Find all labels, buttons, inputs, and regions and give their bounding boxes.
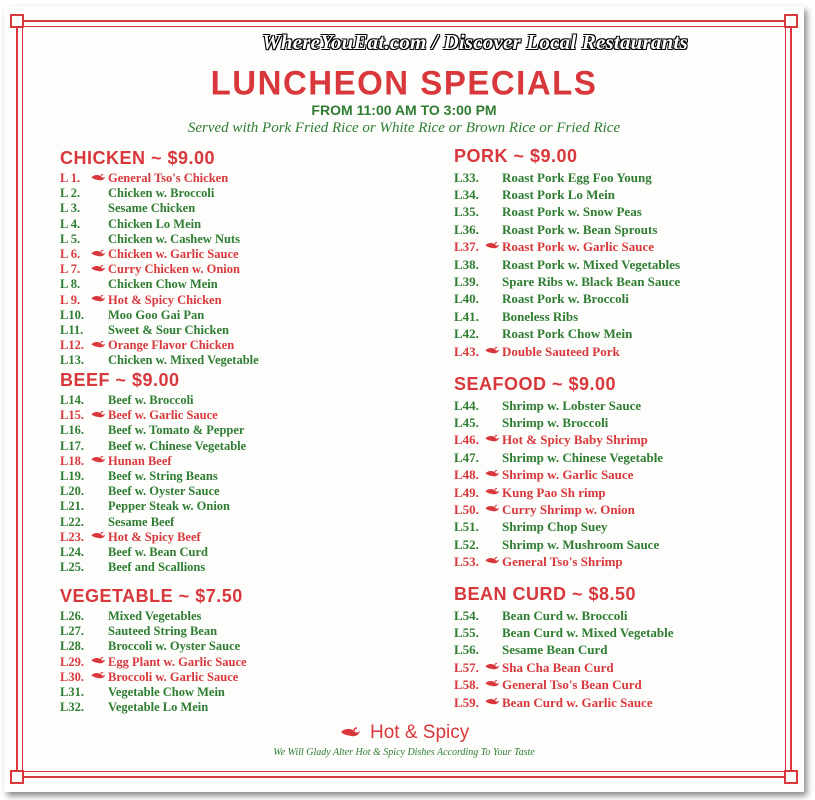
- item-name: Hot & Spicy Chicken: [108, 292, 222, 307]
- item-name: Sha Cha Bean Curd: [502, 659, 614, 675]
- menu-item: [454, 308, 680, 325]
- menu-item: [60, 277, 259, 292]
- item-code: L36.: [454, 221, 479, 237]
- item-code: L55.: [454, 625, 479, 641]
- item-code: L 6.: [60, 247, 81, 262]
- item-name: Roast Pork w. Garlic Sauce: [502, 239, 655, 255]
- menu-item: [454, 554, 663, 571]
- section-heading: PORK ~ $9.00: [454, 146, 578, 166]
- chili-pepper-icon: [339, 722, 370, 743]
- item-name: Chicken w. Broccoli: [108, 186, 215, 201]
- item-name: Vegetable Chow Mein: [108, 685, 225, 700]
- menu-item: [454, 343, 680, 360]
- section-seafood: [454, 374, 663, 571]
- menu-item: [454, 256, 680, 273]
- item-name: Chicken w. Garlic Sauce: [108, 247, 239, 262]
- item-name: Bean Curd w. Broccoli: [502, 607, 628, 623]
- item-code: L26.: [60, 609, 84, 624]
- item-code: L42.: [454, 326, 479, 342]
- menu-item: [454, 186, 680, 203]
- item-name: Bean Curd w. Mixed Vegetable: [502, 625, 674, 641]
- spicy-legend: [4, 722, 804, 744]
- menu-item: [60, 393, 246, 408]
- item-code: L31.: [60, 685, 84, 700]
- item-name: Chicken Chow Mein: [108, 277, 218, 292]
- item-name: Hot & Spicy Baby Shrimp: [502, 432, 648, 448]
- section-bean-curd: [454, 584, 674, 711]
- menu-item: [454, 659, 674, 676]
- item-code: L41.: [454, 308, 479, 324]
- menu-item: [454, 607, 674, 624]
- menu-item: [60, 499, 246, 514]
- item-name: Orange Flavor Chicken: [108, 338, 235, 353]
- item-code: L45.: [454, 415, 479, 431]
- section-heading: CHICKEN ~ $9.00: [60, 148, 216, 168]
- section-heading: SEAFOOD ~ $9.00: [454, 374, 617, 394]
- menu-item: [454, 467, 663, 484]
- item-code: L51.: [454, 519, 479, 535]
- item-name: Beef w. Broccoli: [108, 393, 194, 408]
- item-code: L33.: [454, 169, 479, 185]
- item-code: L46.: [454, 432, 479, 448]
- item-code: L11.: [60, 322, 84, 337]
- menu-item: [60, 338, 259, 353]
- menu-item: [454, 397, 663, 414]
- menu-item: [454, 677, 674, 694]
- item-code: L 5.: [60, 231, 81, 246]
- legend-label: Hot & Spicy: [370, 722, 470, 743]
- menu-item: [454, 204, 680, 221]
- item-code: L54.: [454, 607, 479, 623]
- section-heading: VEGETABLE ~ $7.50: [60, 586, 243, 606]
- item-name: Beef w. Garlic Sauce: [108, 408, 218, 423]
- menu-item: [60, 624, 247, 639]
- corner-ornament: [784, 770, 798, 784]
- item-name: Beef w. Tomato & Pepper: [108, 423, 245, 438]
- lunch-hours: FROM 11:00 AM TO 3:00 PM: [311, 102, 497, 118]
- menu-item: [60, 469, 246, 484]
- section-beef: [60, 370, 246, 575]
- menu-item: [454, 449, 663, 466]
- item-code: L44.: [454, 397, 479, 413]
- item-code: L17.: [60, 438, 84, 453]
- item-code: L38.: [454, 256, 479, 272]
- item-name: Sauteed String Bean: [108, 624, 218, 639]
- menu-item: [454, 484, 663, 501]
- item-code: L21.: [60, 499, 84, 514]
- menu-item: [60, 655, 247, 670]
- item-code: L29.: [60, 654, 84, 669]
- item-code: L49.: [454, 484, 479, 500]
- item-name: Beef w. Chinese Vegetable: [108, 438, 247, 453]
- item-code: L48.: [454, 467, 479, 483]
- item-code: L56.: [454, 642, 479, 658]
- item-name: Shrimp w. Chinese Vegetable: [502, 449, 664, 465]
- item-code: L57.: [454, 659, 479, 675]
- menu-item: [60, 217, 259, 232]
- menu-item: [454, 239, 680, 256]
- item-name: General Tso's Bean Curd: [502, 677, 642, 693]
- menu-item: [454, 221, 680, 238]
- section-pork: [454, 146, 680, 360]
- menu-item: [454, 519, 663, 536]
- menu-item: [60, 308, 259, 323]
- item-code: L52.: [454, 536, 479, 552]
- item-code: L25.: [60, 560, 84, 575]
- item-code: L18.: [60, 453, 84, 468]
- menu-item: [60, 515, 246, 530]
- item-name: Chicken w. Mixed Vegetable: [108, 353, 259, 368]
- menu-item: [60, 323, 259, 338]
- item-code: L53.: [454, 554, 479, 570]
- item-name: Mixed Vegetables: [108, 609, 202, 624]
- corner-ornament: [10, 14, 24, 28]
- item-code: L24.: [60, 544, 84, 559]
- item-code: L30.: [60, 669, 84, 684]
- item-code: L13.: [60, 353, 84, 368]
- section-vegetable: [60, 586, 247, 715]
- item-name: Shrimp w. Mushroom Sauce: [502, 536, 660, 552]
- menu-item: [60, 700, 247, 715]
- item-code: L14.: [60, 393, 84, 408]
- item-code: L37.: [454, 239, 479, 255]
- item-name: Chicken Lo Mein: [108, 216, 202, 231]
- menu-item: [454, 169, 680, 186]
- item-code: L47.: [454, 449, 479, 465]
- item-name: Curry Chicken w. Onion: [108, 262, 240, 277]
- menu-item: [454, 536, 663, 553]
- item-name: Hot & Spicy Beef: [108, 529, 201, 544]
- menu-item: [454, 273, 680, 290]
- menu-item: [454, 291, 680, 308]
- item-name: Shrimp w. Broccoli: [502, 415, 609, 431]
- corner-ornament: [784, 14, 798, 28]
- item-name: Chicken w. Cashew Nuts: [108, 231, 240, 246]
- item-name: Double Sauteed Pork: [502, 343, 620, 359]
- item-code: L 3.: [60, 201, 81, 216]
- alter-spice-note: We Will Glady Alter Hot & Spicy Dishes According To Your Taste: [273, 747, 535, 758]
- section-heading: BEEF ~ $9.00: [60, 370, 180, 390]
- section-heading: BEAN CURD ~ $8.50: [454, 584, 637, 604]
- item-name: Shrimp w. Lobster Sauce: [502, 397, 642, 413]
- menu-item: [60, 247, 259, 262]
- item-name: Beef and Scallions: [108, 560, 206, 575]
- item-name: Sesame Bean Curd: [502, 642, 608, 658]
- item-name: Pepper Steak w. Onion: [108, 499, 231, 514]
- item-code: L12.: [60, 338, 84, 353]
- item-name: Roast Pork w. Broccoli: [502, 291, 629, 307]
- menu-item: [454, 642, 674, 659]
- menu-item: [60, 670, 247, 685]
- item-code: L58.: [454, 677, 479, 693]
- item-name: Sweet & Sour Chicken: [108, 322, 229, 337]
- item-code: L50.: [454, 502, 479, 518]
- corner-ornament: [10, 770, 24, 784]
- menu-item: [60, 408, 246, 423]
- item-name: Moo Goo Gai Pan: [108, 307, 205, 322]
- served-with-note: Served with Pork Fried Rice or White Rice or Brown Rice or Fried Rice: [187, 120, 621, 136]
- item-code: L 1.: [60, 171, 81, 186]
- menu-item: [454, 432, 663, 449]
- item-code: L23.: [60, 529, 84, 544]
- item-code: L27.: [60, 624, 84, 639]
- menu-item: [60, 423, 246, 438]
- item-code: L22.: [60, 514, 84, 529]
- menu-item: [60, 232, 259, 247]
- menu-item: [60, 530, 246, 545]
- item-name: Bean Curd w. Garlic Sauce: [502, 694, 653, 710]
- menu-item: [60, 685, 247, 700]
- menu-item: [60, 560, 246, 575]
- menu-item: [60, 484, 246, 499]
- item-name: Roast Pork Egg Foo Young: [502, 169, 652, 185]
- item-name: Hunan Beef: [108, 453, 172, 468]
- item-name: Broccoli w. Oyster Sauce: [108, 639, 241, 654]
- item-name: Roast Pork w. Mixed Vegetables: [502, 256, 681, 272]
- item-name: General Tso's Shrimp: [502, 554, 623, 570]
- item-name: Beef w. Bean Curd: [108, 544, 208, 559]
- menu-item: [60, 186, 259, 201]
- item-code: L59.: [454, 694, 479, 710]
- menu-item: [60, 293, 259, 308]
- menu-item: [454, 326, 680, 343]
- item-name: Roast Pork w. Snow Peas: [502, 204, 642, 220]
- item-name: Egg Plant w. Garlic Sauce: [108, 654, 247, 669]
- item-name: Curry Shrimp w. Onion: [502, 502, 635, 518]
- item-code: L34.: [454, 187, 479, 203]
- menu-item: [454, 624, 674, 641]
- item-code: L40.: [454, 291, 479, 307]
- item-code: L16.: [60, 423, 84, 438]
- item-code: L20.: [60, 484, 84, 499]
- menu-item: [60, 353, 259, 368]
- item-name: Roast Pork w. Bean Sprouts: [502, 221, 658, 237]
- item-code: L 2.: [60, 186, 81, 201]
- item-name: Sesame Beef: [108, 514, 175, 529]
- menu-item: [60, 439, 246, 454]
- item-code: L28.: [60, 639, 84, 654]
- item-code: L 9.: [60, 292, 81, 307]
- item-name: Vegetable Lo Mein: [108, 700, 209, 715]
- menu-item: [60, 454, 246, 469]
- item-code: L15.: [60, 408, 84, 423]
- item-code: L 4.: [60, 216, 81, 231]
- section-chicken: [60, 148, 259, 368]
- item-name: Beef w. String Beans: [108, 469, 218, 484]
- menu-item: [60, 545, 246, 560]
- item-name: Shrimp Chop Suey: [502, 519, 608, 535]
- menu-item: [60, 171, 259, 186]
- item-name: Beef w. Oyster Sauce: [108, 484, 220, 499]
- item-name: Kung Pao Sh rimp: [502, 484, 606, 500]
- item-code: L32.: [60, 700, 84, 715]
- item-code: L39.: [454, 274, 479, 290]
- item-code: L 7.: [60, 262, 81, 277]
- menu-item: [60, 201, 259, 216]
- menu-sheet: [4, 6, 804, 792]
- item-name: Shrimp w. Garlic Sauce: [502, 467, 634, 483]
- menu-item: [60, 609, 247, 624]
- item-name: Roast Pork Lo Mein: [502, 187, 616, 203]
- item-name: General Tso's Chicken: [108, 171, 229, 186]
- item-code: L 8.: [60, 277, 81, 292]
- menu-item: [60, 639, 247, 654]
- site-watermark: WhereYouEat.com / Discover Local Restaurants: [262, 30, 688, 54]
- menu-item: [454, 694, 674, 711]
- item-code: L10.: [60, 307, 84, 322]
- item-name: Broccoli w. Garlic Sauce: [108, 669, 239, 684]
- item-code: L35.: [454, 204, 479, 220]
- menu-item: [454, 414, 663, 431]
- item-name: Spare Ribs w. Black Bean Sauce: [502, 274, 681, 290]
- item-name: Roast Pork Chow Mein: [502, 326, 633, 342]
- menu-item: [60, 262, 259, 277]
- menu-item: [454, 501, 663, 518]
- item-code: L43.: [454, 343, 479, 359]
- item-name: Boneless Ribs: [502, 308, 579, 324]
- item-code: L19.: [60, 469, 84, 484]
- item-name: Sesame Chicken: [108, 201, 196, 216]
- menu-title: LUNCHEON SPECIALS: [210, 63, 598, 102]
